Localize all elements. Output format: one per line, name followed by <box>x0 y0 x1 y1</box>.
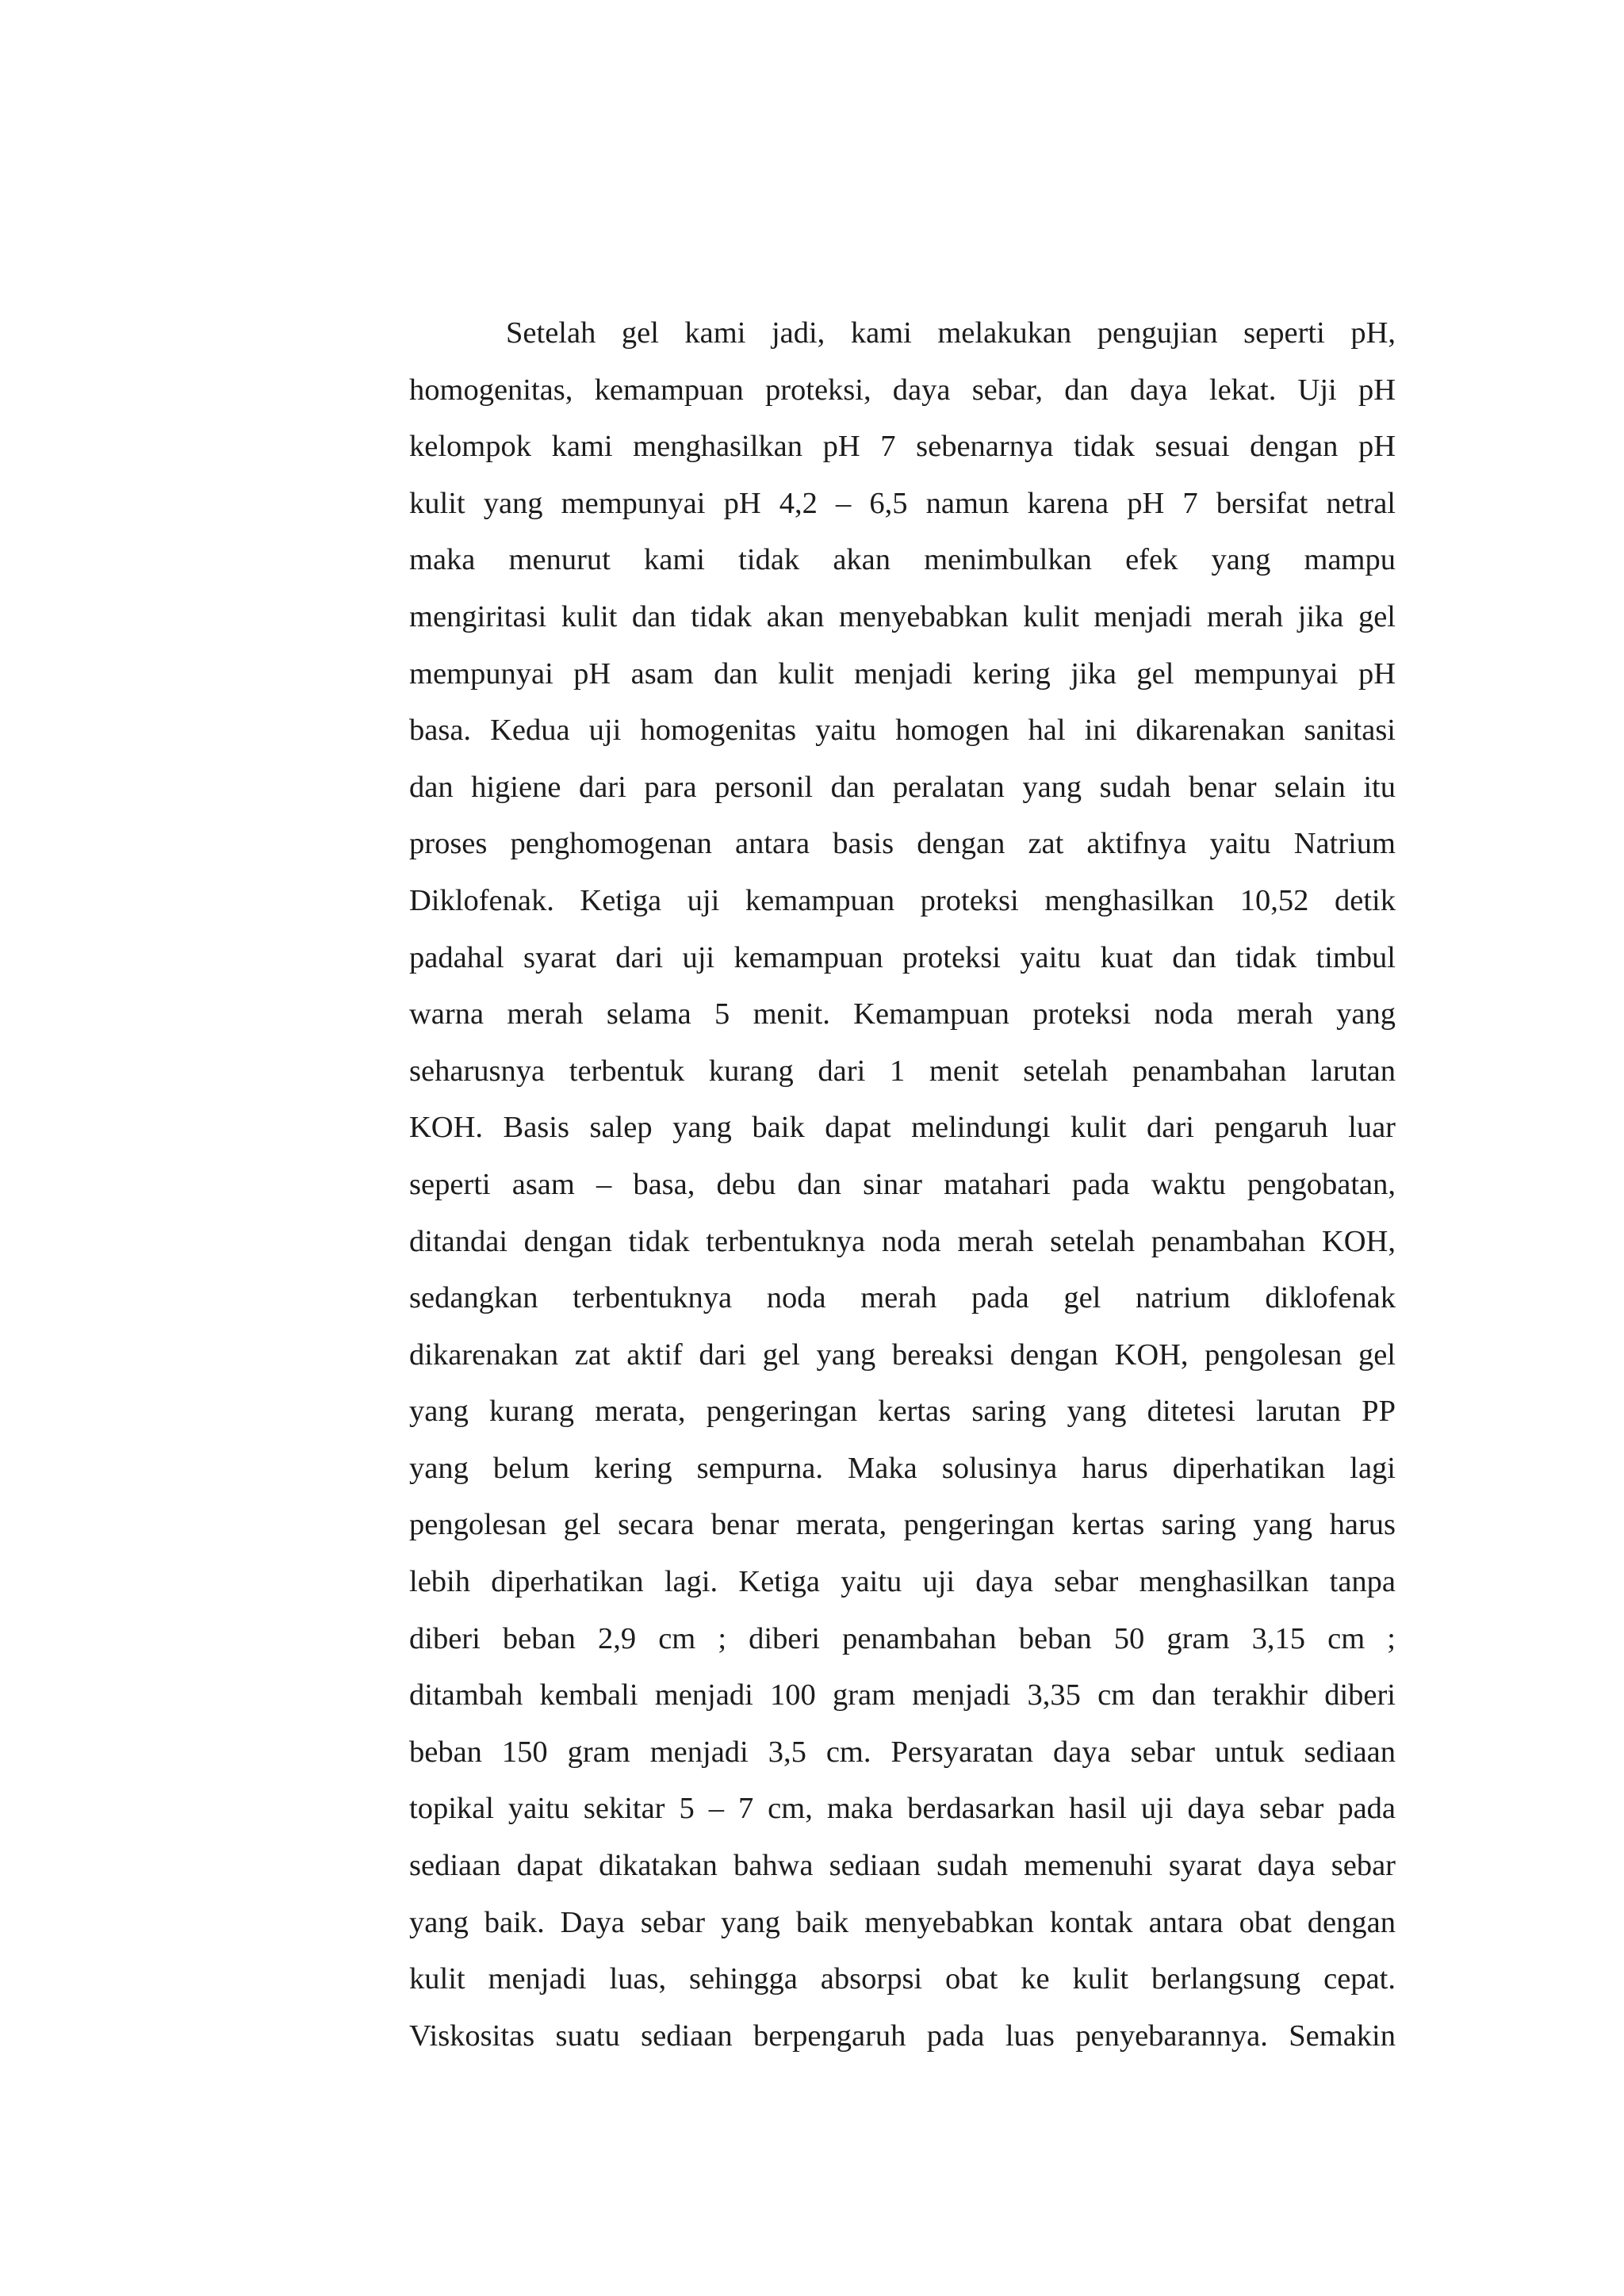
text-line: lebih diperhatikan lagi. Ketiga yaitu uji daya sebar menghasilkan tanpa <box>409 1565 1396 1599</box>
text-line: yang belum kering sempurna. Maka solusinya harus diperhatikan lagi <box>409 1451 1396 1485</box>
text-line: maka menurut kami tidak akan menimbulkan efek yang mampu <box>409 543 1396 577</box>
text-line: warna merah selama 5 menit. Kemampuan proteksi noda merah yang <box>409 997 1396 1031</box>
text-line: kelompok kami menghasilkan pH 7 sebenarnya tidak sesuai dengan pH <box>409 430 1396 464</box>
text-line: Diklofenak. Ketiga uji kemampuan proteksi menghasilkan 10,52 detik <box>409 883 1396 917</box>
text-line: kulit yang mempunyai pH 4,2 – 6,5 namun karena pH 7 bersifat netral <box>409 486 1396 520</box>
text-line: homogenitas, kemampuan proteksi, daya sebar, dan daya lekat. Uji pH <box>409 373 1396 407</box>
text-line: mempunyai pH asam dan kulit menjadi kering jika gel mempunyai pH <box>409 656 1396 691</box>
text-line: proses penghomogenan antara basis dengan zat aktifnya yaitu Natrium <box>409 827 1396 861</box>
text-line: basa. Kedua uji homogenitas yaitu homogen hal ini dikarenakan sanitasi <box>409 714 1396 748</box>
text-line: Viskositas suatu sediaan berpengaruh pada luas penyebarannya. Semakin <box>409 2019 1396 2053</box>
text-line: seharusnya terbentuk kurang dari 1 menit setelah penambahan larutan <box>409 1054 1396 1088</box>
text-line: Setelah gel kami jadi, kami melakukan pengujian seperti pH, <box>506 316 1396 350</box>
text-line: mengiritasi kulit dan tidak akan menyebabkan kulit menjadi merah jika gel <box>409 599 1396 633</box>
text-line: sediaan dapat dikatakan bahwa sediaan sudah memenuhi syarat daya sebar <box>409 1849 1396 1883</box>
body-paragraph <box>409 305 1396 2064</box>
text-line: ditambah kembali menjadi 100 gram menjadi 3,35 cm dan terakhir diberi <box>409 1678 1396 1712</box>
text-line: yang baik. Daya sebar yang baik menyebabkan kontak antara obat dengan <box>409 1905 1396 1939</box>
text-line: dikarenakan zat aktif dari gel yang bereaksi dengan KOH, pengolesan gel <box>409 1337 1396 1372</box>
text-line: padahal syarat dari uji kemampuan proteksi yaitu kuat dan tidak timbul <box>409 940 1396 974</box>
text-line: yang kurang merata, pengeringan kertas saring yang ditetesi larutan PP <box>409 1395 1396 1429</box>
text-line: ditandai dengan tidak terbentuknya noda merah setelah penambahan KOH, <box>409 1224 1396 1258</box>
text-line: pengolesan gel secara benar merata, pengeringan kertas saring yang harus <box>409 1508 1396 1542</box>
text-line: diberi beban 2,9 cm ; diberi penambahan beban 50 gram 3,15 cm ; <box>409 1621 1396 1655</box>
text-line: KOH. Basis salep yang baik dapat melindungi kulit dari pengaruh luar <box>409 1111 1396 1145</box>
text-line: seperti asam – basa, debu dan sinar matahari pada waktu pengobatan, <box>409 1167 1396 1201</box>
text-line: topikal yaitu sekitar 5 – 7 cm, maka berdasarkan hasil uji daya sebar pada <box>409 1792 1396 1826</box>
text-line: beban 150 gram menjadi 3,5 cm. Persyaratan daya sebar untuk sediaan <box>409 1735 1396 1769</box>
text-line: sedangkan terbentuknya noda merah pada gel natrium diklofenak <box>409 1281 1396 1315</box>
text-line: dan higiene dari para personil dan peralatan yang sudah benar selain itu <box>409 770 1396 804</box>
text-line: kulit menjadi luas, sehingga absorpsi obat ke kulit berlangsung cepat. <box>409 1962 1396 1996</box>
